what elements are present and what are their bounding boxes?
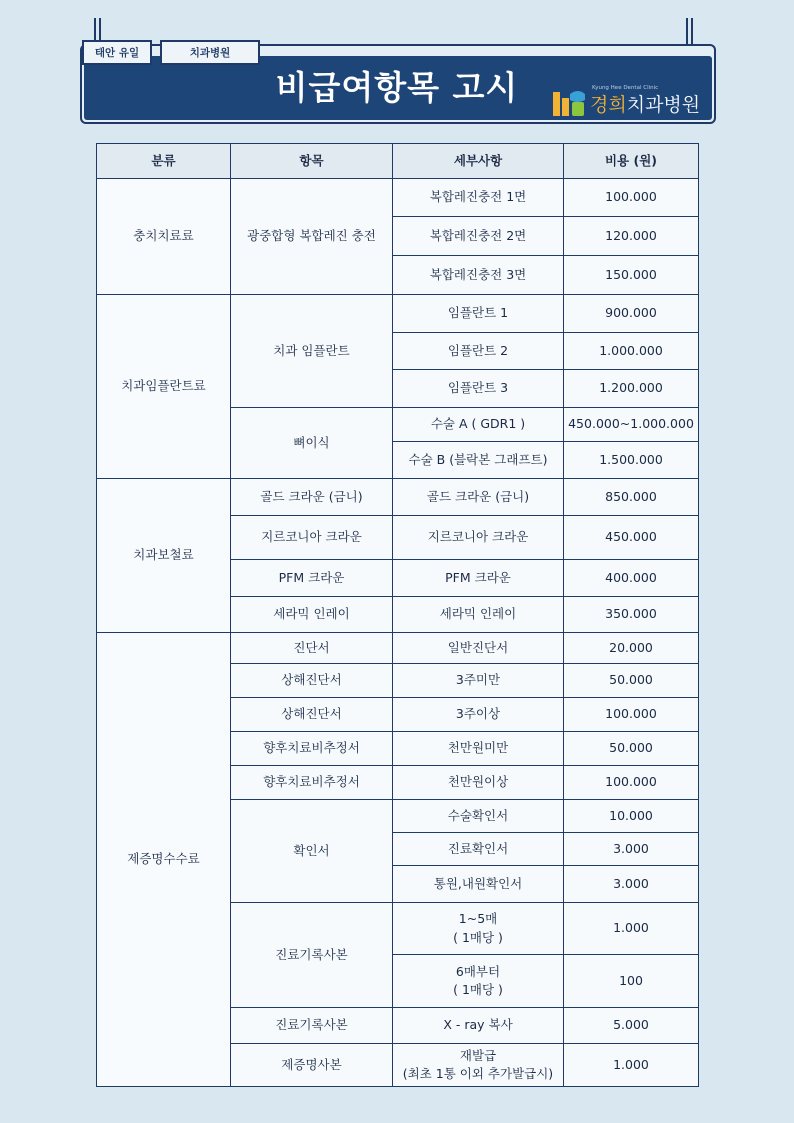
logo-name (590, 90, 700, 117)
item-cell: 향후치료비추정서 (231, 732, 393, 766)
tooth-logo-icon (552, 88, 586, 118)
detail-line: ( 1매당 ) (453, 982, 503, 997)
cost-cell: 1.000.000 (564, 333, 699, 370)
detail-cell: PFM 크라운 (393, 560, 564, 597)
detail-cell: 복합레진충전 1면 (393, 179, 564, 217)
category-cell: 제증명수수료 (97, 633, 231, 1087)
col-header-cost: 비용 (원) (564, 144, 699, 179)
cost-cell: 850.000 (564, 479, 699, 516)
item-cell: 확인서 (231, 800, 393, 903)
table-row (97, 179, 699, 217)
cost-cell: 100.000 (564, 698, 699, 732)
detail-cell: 천만원미만 (393, 732, 564, 766)
item-cell: 상해진단서 (231, 698, 393, 732)
clinic-logo (552, 84, 716, 122)
detail-line: ( 1매당 ) (453, 929, 503, 945)
item-cell: 세라믹 인레이 (231, 597, 393, 633)
category-cell: 치과임플란트료 (97, 295, 231, 479)
cost-cell: 1.000 (564, 1044, 699, 1087)
detail-line: 재발급 (459, 1047, 497, 1063)
cost-cell: 1.000 (564, 903, 699, 955)
detail-line: 6매부터 (455, 963, 501, 979)
cost-cell: 100.000 (564, 766, 699, 800)
col-header-category: 분류 (97, 144, 231, 179)
detail-cell: 세라믹 인레이 (393, 597, 564, 633)
tag-dental-hospital: 치과병원 (160, 40, 260, 65)
cost-cell: 450.000~1.000.000 (564, 408, 699, 442)
detail-cell: X - ray 복사 (393, 1008, 564, 1044)
table-row (97, 479, 699, 516)
item-cell: PFM 크라운 (231, 560, 393, 597)
cost-cell: 50.000 (564, 732, 699, 766)
cost-cell: 1.500.000 (564, 442, 699, 479)
col-header-item: 항목 (231, 144, 393, 179)
item-cell: 향후치료비추정서 (231, 766, 393, 800)
detail-cell: 복합레진충전 3면 (393, 256, 564, 295)
item-cell: 치과 임플란트 (231, 295, 393, 408)
col-header-detail: 세부사항 (393, 144, 564, 179)
detail-line: 1~5매 (458, 911, 498, 927)
item-cell: 진료기록사본 (231, 903, 393, 1008)
detail-line: (최초 1통 이외 추가발급시) (402, 1066, 554, 1081)
table-row (97, 295, 699, 333)
detail-cell (393, 903, 564, 955)
detail-cell: 수술확인서 (393, 800, 564, 833)
detail-cell (393, 955, 564, 1008)
cost-cell: 50.000 (564, 664, 699, 698)
item-cell: 광중합형 복합레진 충전 (231, 179, 393, 295)
item-cell: 뼈이식 (231, 408, 393, 479)
item-cell: 진료기록사본 (231, 1008, 393, 1044)
item-cell: 제증명사본 (231, 1044, 393, 1087)
cost-cell: 5.000 (564, 1008, 699, 1044)
cost-cell: 3.000 (564, 866, 699, 903)
item-cell: 지르코니아 크라운 (231, 516, 393, 560)
category-cell: 치과보철료 (97, 479, 231, 633)
cost-cell: 10.000 (564, 800, 699, 833)
tag-local-only: 태안 유일 (82, 40, 152, 65)
detail-cell: 임플란트 1 (393, 295, 564, 333)
detail-cell: 수술 A ( GDR1 ) (393, 408, 564, 442)
detail-cell (393, 1044, 564, 1087)
detail-cell: 통원,내원확인서 (393, 866, 564, 903)
page-title: 비급여항목 고시 (275, 68, 519, 107)
table-row (97, 633, 699, 664)
cost-cell: 1.200.000 (564, 370, 699, 408)
detail-cell: 지르코니아 크라운 (393, 516, 564, 560)
cost-cell: 350.000 (564, 597, 699, 633)
detail-cell: 천만원이상 (393, 766, 564, 800)
cost-cell: 900.000 (564, 295, 699, 333)
detail-cell: 임플란트 3 (393, 370, 564, 408)
cost-cell: 150.000 (564, 256, 699, 295)
detail-cell: 진료확인서 (393, 833, 564, 866)
detail-cell: 수술 B (블락본 그래프트) (393, 442, 564, 479)
cost-cell: 450.000 (564, 516, 699, 560)
logo-subtitle: Kyung Hee Dental Clinic (592, 85, 659, 91)
cost-cell: 100 (564, 955, 699, 1008)
cost-cell: 3.000 (564, 833, 699, 866)
logo-name-b: 치과병원 (626, 94, 701, 116)
cost-cell: 120.000 (564, 217, 699, 256)
cost-cell: 400.000 (564, 560, 699, 597)
item-cell: 상해진단서 (231, 664, 393, 698)
logo-name-a: 경희 (590, 94, 627, 116)
item-cell: 진단서 (231, 633, 393, 664)
fee-table (96, 143, 699, 1087)
item-cell: 골드 크라운 (금니) (231, 479, 393, 516)
detail-cell: 일반진단서 (393, 633, 564, 664)
cost-cell: 100.000 (564, 179, 699, 217)
detail-cell: 3주미만 (393, 664, 564, 698)
detail-cell: 임플란트 2 (393, 333, 564, 370)
cost-cell: 20.000 (564, 633, 699, 664)
detail-cell: 3주이상 (393, 698, 564, 732)
detail-cell: 복합레진충전 2면 (393, 217, 564, 256)
table-header-row (97, 144, 699, 179)
detail-cell: 골드 크라운 (금니) (393, 479, 564, 516)
category-cell: 충치치료료 (97, 179, 231, 295)
